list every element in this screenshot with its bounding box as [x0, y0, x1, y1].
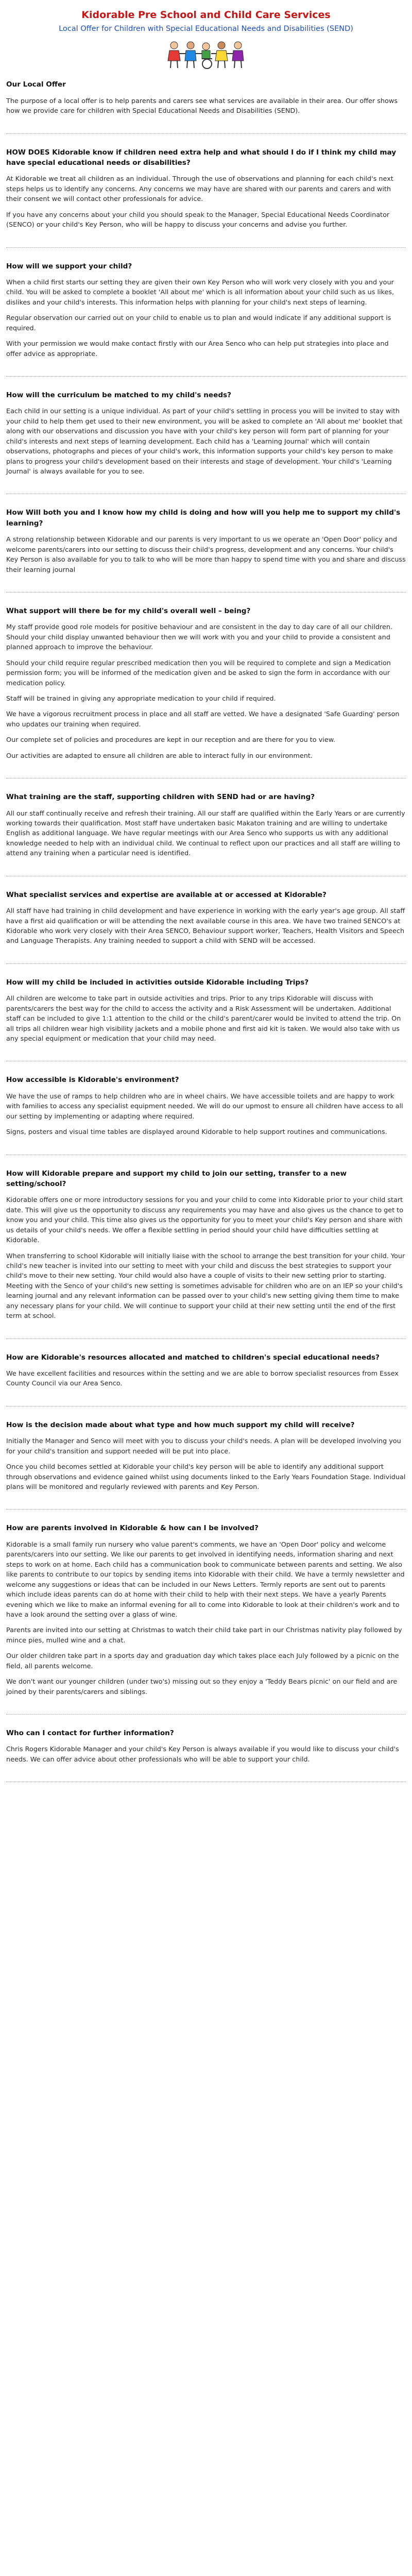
child-figure-3: [215, 42, 228, 68]
section-block: [6, 887, 406, 964]
child-figure-4: [232, 42, 244, 68]
section-paragraph: We have excellent facilities and resources within the setting and we are able to borrow specialist resources from Essex County Council via our Area Senco.: [6, 1370, 399, 1388]
section-paragraph: Parents are invited into our setting at Christmas to watch their child take part in our Christmas nativity play followed by mince pies, mulled wine and a chat.: [6, 1626, 402, 1645]
section-heading: What support will there be for my child's overall well – being?: [6, 606, 251, 615]
section-block: [6, 144, 406, 248]
section-block: [6, 1725, 406, 1782]
section-paragraph: Staff will be trained in giving any appropriate medication to your child if required.: [6, 694, 276, 703]
child-figure-1: [168, 42, 180, 68]
section-paragraph: Once you child becomes settled at Kidorable your child's key person will be able to identify any additional support through observations and evidence gained whilst using documents linked to the Early Years Foundation Stage. Individual plans will be monitored and regularly reviewed with parents and Key Person.: [6, 1463, 406, 1492]
section-block: [6, 1072, 406, 1155]
section-paragraph: When transferring to school Kidorable will initially liaise with the school to arrange the best transition for your child. Your child's new teacher is invited into our setting to meet with your child and discuss the best strategies to support your child's move to their new setting. Your child would also have a couple of visits to their new setting prior to starting. Meeting with the Senco of your child's new setting is sometimes advisable for children who are on an IEP so your child's learning journal and any relevant information can be passed over to your child's new setting giving them time to make any necessary plans for your child. We will continue to support your child at their new setting until the end of the first term at school.: [6, 1252, 405, 1320]
section-paragraph: Kidorable is a small family run nursery who value parent's comments, we have an 'Open Door' policy and welcome parents/carers into our setting. We like our parents to get involved in identifying needs, information sharing and next steps to work on at home. Each child has a communication book to communicate between parents and setting. We also like parents to contribute to our topics by sending items into Kidorable with their child. We have a termly newsletter and welcome any suggestions or ideas that can be included in our News Letters. Termly reports are sent out to parents which include ideas parents can do at home with their child to help with their next steps. We have a yearly Parents evening which we like to make an informal evening for all to come into Kidorable to look at their children's work and to have a look around the setting over a glass of wine.: [6, 1540, 405, 1619]
section-paragraph: We don't want our younger children (under two's) missing out so they enjoy a 'Teddy Bears picnic' on our field and are joined by their parents/carers and siblings.: [6, 1678, 398, 1696]
section-paragraph: Our complete set of policies and procedures are kept in our reception and are there for you to view.: [6, 736, 336, 744]
section-block: [6, 1165, 406, 1339]
section-paragraph: We have the use of ramps to help children who are in wheel chairs. We have accessible toilets and are happy to work with families to access any specialist equipment needed. We will do our upmost to ensure all children have access to all our setting by implementing or adapting where required.: [6, 1092, 403, 1121]
section-block: [6, 504, 406, 592]
wheelchair-icon: [202, 43, 212, 69]
section-block: [6, 1417, 406, 1510]
section-block: [6, 1520, 406, 1715]
section-block: [6, 258, 406, 377]
section-paragraph: Our older children take part in a sports day and graduation day which takes place each July followed by a picnic on the field, all parents welcome.: [6, 1652, 399, 1670]
sections-container: [6, 79, 406, 1782]
section-paragraph: Initially the Manager and Senco will meet with you to discuss your child's needs. A plan will be developed involving you for your child's transition and support needed will be put into place.: [6, 1437, 401, 1455]
section-paragraph: A strong relationship between Kidorable and our parents is very important to us we operate an 'Open Door' policy and welcome parents/carers into our setting to discuss their child's progress, development and any concerns. Your child's Key Person is also available for you to talk to who will be more than happy to spend time with you and share and discuss their learning journal: [6, 536, 406, 574]
section-paragraph: Kidorable offers one or more introductory sessions for you and your child to come into Kidorable prior to your child start date. This will give us the opportunity to discuss any requirements you may have and also gives us the chance to get to know you and your child. This time also gives us the opportunity for you to meet your child's Key person and share with us details of your child's needs. We offer a flexible settling in period should your child have difficulties settling at Kidorable.: [6, 1196, 404, 1245]
section-paragraph: Should your child require regular prescribed medication then you will be required to complete and sign a Medication permission form; you will be informed of the medication given and be asked to sign the form in accordance with our medication policy.: [6, 659, 391, 687]
section-heading: How accessible is Kidorable's environment?: [6, 1076, 179, 1084]
section-heading: How will the curriculum be matched to my child's needs?: [6, 391, 232, 399]
section-paragraph: We have a vigorous recruitment process in place and all staff are vetted. We have a designated 'Safe Guarding' person who updates our training when required.: [6, 710, 400, 728]
section-paragraph: All staff have had training in child development and have experience in working with the early year's age group. All staff have a first aid qualification or will be attending the next available course in this area. We have two trained SENCO's at Kidorable who work very closely with their Area SENCO, Behaviour support worker, Teachers, Health Visitors and Speech and Language Therapists. Any training needed to support a child with SEND will be accessed.: [6, 907, 405, 945]
section-heading: How are Kidorable's resources allocated and matched to children's special educational needs?: [6, 1353, 380, 1362]
section-block: [6, 603, 406, 778]
section-paragraph: Each child in our setting is a unique individual. As part of your child's settling in process you will be invited to stay with your child to help them get used to their new environment, you will be asked to complete an 'All about me' booklet that along with our observations and discussion you have with your child's key person will form part of planning for your child's interests and next steps of learning development. Each child has a 'Learning Journal' which will contain observations, photographs and pieces of your child's work, this information supports your child's key person to make plans to progress your child's development based on their interests and stage of development. Your child's 'Learning Journal' is always available for you to see.: [6, 408, 403, 476]
section-block: [6, 79, 406, 133]
section-heading: Our Local Offer: [6, 80, 66, 89]
section-paragraph: When a child first starts our setting they are given their own Key Person who will work very closely with you and your child. You will be asked to complete a booklet 'All about me' which is all information about your child such as us likes, dislikes and your child's interests. This information helps with planning for your child's next steps of learning.: [6, 278, 394, 307]
section-paragraph: The purpose of a local offer is to help parents and carers see what services are available in their area. Our offer shows how we provide care for children with Special Educational Needs and Disabilities (SEND).: [6, 97, 398, 115]
section-paragraph: Our activities are adapted to ensure all children are able to interact fully in our environment.: [6, 752, 313, 760]
section-block: [6, 1349, 406, 1406]
section-heading: How are parents involved in Kidorable & how can I be involved?: [6, 1524, 259, 1533]
section-paragraph: All our staff continually receive and refresh their training. All our staff are qualified within the Early Years or are currently working towards their qualification. Most staff have undertaken basic Makaton training and are willing to undertake English as additional language. We have regular meetings with our Area Senco who supports us with any additional knowledge needed to help with an individual child. We continual to reflect upon our practices and all staff are willing to attend any training when a particular need is identified.: [6, 809, 405, 858]
section-heading: What specialist services and expertise are available at or accessed at Kidorable?: [6, 890, 327, 899]
child-figure-2: [185, 42, 196, 68]
section-heading: How will my child be included in activities outside Kidorable including Trips?: [6, 978, 309, 987]
section-block: [6, 974, 406, 1062]
section-block: [6, 789, 406, 876]
section-paragraph: Signs, posters and visual time tables are displayed around Kidorable to help support routines and communications.: [6, 1128, 387, 1137]
section-paragraph: At Kidorable we treat all children as an individual. Through the use of observations and planning for each child's next steps helps us to identify any concerns. Any concerns we may have are shared with our parents and carers and with their consent we will contact other professionals for advice.: [6, 175, 393, 204]
section-heading: What training are the staff, supporting children with SEND had or are having?: [6, 793, 315, 802]
section-paragraph: All children are welcome to take part in outside activities and trips. Prior to any trips Kidorable will discuss with parents/carers the best way for the child to access the activity and a Risk Assessment will be undertaken. Additional staff can be included to give 1:1 attention to the child or the child's parent/carer would be invited to attend the trip. On all trips all children wear high visibility jackets and a mobile phone and first aid kit is taken. We would also take with us any special equipment or medication that your child may need.: [6, 995, 401, 1043]
section-heading: HOW DOES Kidorable know if children need extra help and what should I do if I think my child may have special educational needs or disabilities?: [6, 148, 397, 167]
section-paragraph: Regular observation our carried out on your child to enable us to plan and would indicate if any additional support is required.: [6, 314, 391, 332]
section-paragraph: My staff provide good role models for positive behaviour and are consistent in the day to day care of all our children. Should your child display unwanted behaviour then we will work with you and your child to provide a consistent and planned approach to improve the behaviour.: [6, 623, 393, 652]
page-subtitle: Local Offer for Children with Special Educational Needs and Disabilities (SEND): [59, 25, 353, 33]
section-heading: How will we support your child?: [6, 262, 132, 270]
children-banner-icon: [165, 38, 247, 70]
section-paragraph: Chris Rogers Kidorable Manager and your child's Key Person is always available if you would like to discuss your child's needs. We can offer advice about other professionals who will be able to support your child.: [6, 1745, 399, 1764]
section-paragraph: If you have any concerns about your child you should speak to the Manager, Special Educational Needs Coordinator (SENCO) or your child's Key Person, who will be happy to discuss your concerns and advise you further.: [6, 211, 390, 229]
section-heading: How will Kidorable prepare and support my child to join our setting, transfer to a new setting/school?: [6, 1169, 347, 1188]
section-heading: Who can I contact for further information?: [6, 1729, 174, 1737]
section-block: [6, 387, 406, 494]
page-title: Kidorable Pre School and Child Care Services: [81, 9, 331, 21]
section-heading: How Will both you and I know how my child is doing and how will you help me to support my child's learning?: [6, 509, 401, 528]
section-heading: How is the decision made about what type and how much support my child will receive?: [6, 1420, 355, 1429]
section-paragraph: With your permission we would make contact firstly with our Area Senco who can help put strategies into place and offer advice as appropriate.: [6, 340, 389, 358]
